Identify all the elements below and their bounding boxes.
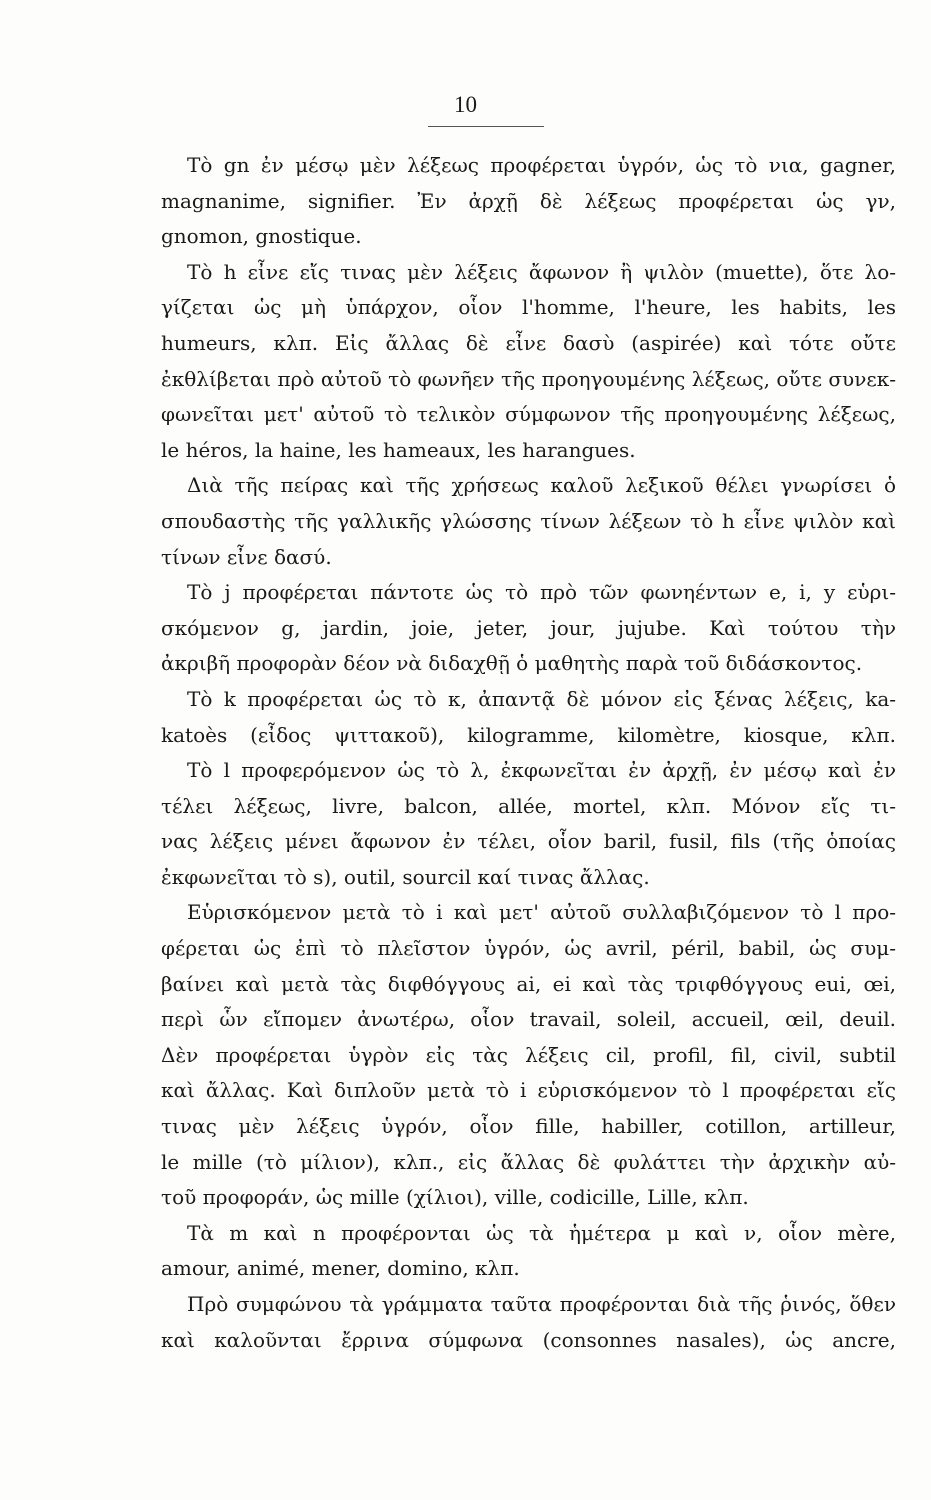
text-line: ἀκριβῆ προφορὰν δέον νὰ διδαχθῇ ὁ μαθητὴς παρὰ τοῦ διδάσκοντος.	[161, 651, 863, 676]
text-line: περὶ ὧν εἴπομεν ἀνωτέρω, οἷον travail, soleil, accueil, œil, deuil.	[161, 1007, 896, 1032]
page-number: 10	[454, 92, 477, 117]
text-line: katoès (εἶδος ψιττακοῦ), kilogramme, kilomètre, kiosque, κλπ.	[161, 722, 896, 747]
text-line: τινας μὲν λέξεις ὑγρόν, οἷον fille, habiller, cotillon, artilleur,	[161, 1114, 896, 1139]
text-line: Διὰ τῆς πείρας καὶ τῆς χρήσεως καλοῦ λεξικοῦ θέλει γνωρίσει ὁ	[187, 473, 896, 498]
text-line: φωνεῖται μετ' αὐτοῦ τὸ τελικὸν σύμφωνον τῆς προηγουμένης λέξεως,	[161, 402, 896, 427]
text-line: σπουδαστὴς τῆς γαλλικῆς γλώσσης τίνων λέξεων τὸ h εἶνε ψιλὸν καὶ	[161, 508, 896, 533]
header-rule	[428, 126, 544, 127]
text-line: τέλει λέξεως, livre, balcon, allée, mortel, κλπ. Μόνον εἴς τι-	[161, 793, 896, 818]
text-line: Τὸ l προφερόμενον ὡς τὸ λ, ἐκφωνεῖται ἐν ἀρχῇ, ἐν μέσῳ καὶ ἐν	[187, 758, 896, 783]
text-line: Εὑρισκόμενον μετὰ τὸ i καὶ μετ' αὐτοῦ συλλαβιζόμενον τὸ l προ-	[187, 900, 896, 925]
text-line: gnomon, gnostique.	[161, 224, 362, 249]
text-line: Δὲν προφέρεται ὑγρὸν εἰς τὰς λέξεις cil, profil, fil, civil, subtil	[161, 1042, 896, 1067]
text-line: ἐκθλίβεται πρὸ αὐτοῦ τὸ φωνῆεν τῆς προηγουμένης λέξεως, οὔτε συνεκ-	[161, 366, 896, 391]
text-line: φέρεται ὡς ἐπὶ τὸ πλεῖστον ὑγρόν, ὡς avril, péril, babil, ὡς συμ-	[161, 936, 896, 961]
text-line: Τὰ m καὶ n προφέρονται ὡς τὰ ἡμέτερα μ καὶ ν, οἷον mère,	[187, 1220, 896, 1245]
text-line: Τὸ k προφέρεται ὡς τὸ κ, ἀπαντᾷ δὲ μόνον εἰς ξένας λέξεις, ka-	[187, 686, 896, 711]
text-line: humeurs, κλπ. Εἰς ἄλλας δὲ εἶνε δασὺ (aspirée) καὶ τότε οὔτε	[161, 330, 896, 355]
text-line: Τὸ h εἶνε εἴς τινας μὲν λέξεις ἄφωνον ἢ ψιλὸν (muette), ὅτε λο-	[187, 259, 896, 284]
text-line: amour, animé, mener, domino, κλπ.	[161, 1256, 520, 1281]
text-line: βαίνει καὶ μετὰ τὰς διφθόγγους ai, ei καὶ τὰς τριφθόγγους eui, œi,	[161, 971, 896, 996]
text-line: ἐκφωνεῖται τὸ s), outil, sourcil καί τινας ἄλλας.	[161, 864, 650, 889]
text-line: magnanime, signifier. Ἐν ἀρχῇ δὲ λέξεως προφέρεται ὡς γν,	[161, 188, 896, 213]
text-line: τοῦ προφοράν, ὡς mille (χίλιοι), ville, codicille, Lille, κλπ.	[161, 1185, 749, 1210]
text-line: Τὸ gn ἐν μέσῳ μὲν λέξεως προφέρεται ὑγρόν, ὡς τὸ νια, gagner,	[187, 153, 896, 177]
text-line: Τὸ j προφέρεται πάντοτε ὡς τὸ πρὸ τῶν φωνηέντων e, i, y εὑρι-	[187, 580, 896, 605]
text-line: τίνων εἶνε δασύ.	[161, 544, 332, 569]
text-line: γίζεται ὡς μὴ ὑπάρχον, οἷον l'homme, l'heure, les habits, les	[161, 295, 896, 320]
text-line: le héros, la haine, les hameaux, les harangues.	[161, 437, 636, 462]
text-line: νας λέξεις μένει ἄφωνον ἐν τέλει, οἷον baril, fusil, fils (τῆς ὁποίας	[161, 829, 896, 854]
text-line: Πρὸ συμφώνου τὰ γράμματα ταῦτα προφέρονται διὰ τῆς ῥινός, ὅθεν	[187, 1292, 896, 1316]
text-line: καὶ καλοῦνται ἔρρινα σύμφωνα (consonnes nasales), ὡς ancre,	[161, 1327, 896, 1352]
text-line: καὶ ἄλλας. Καὶ διπλοῦν μετὰ τὸ i εὑρισκόμενον τὸ l προφέρεται εἴς	[161, 1078, 896, 1103]
body-text	[161, 148, 896, 1358]
text-line: le mille (τὸ μίλιον), κλπ., εἰς ἄλλας δὲ φυλάττει τὴν ἀρχικὴν αὐ-	[161, 1149, 896, 1174]
text-line: σκόμενον g, jardin, joie, jeter, jour, jujube. Καὶ τούτου τὴν	[161, 615, 896, 640]
